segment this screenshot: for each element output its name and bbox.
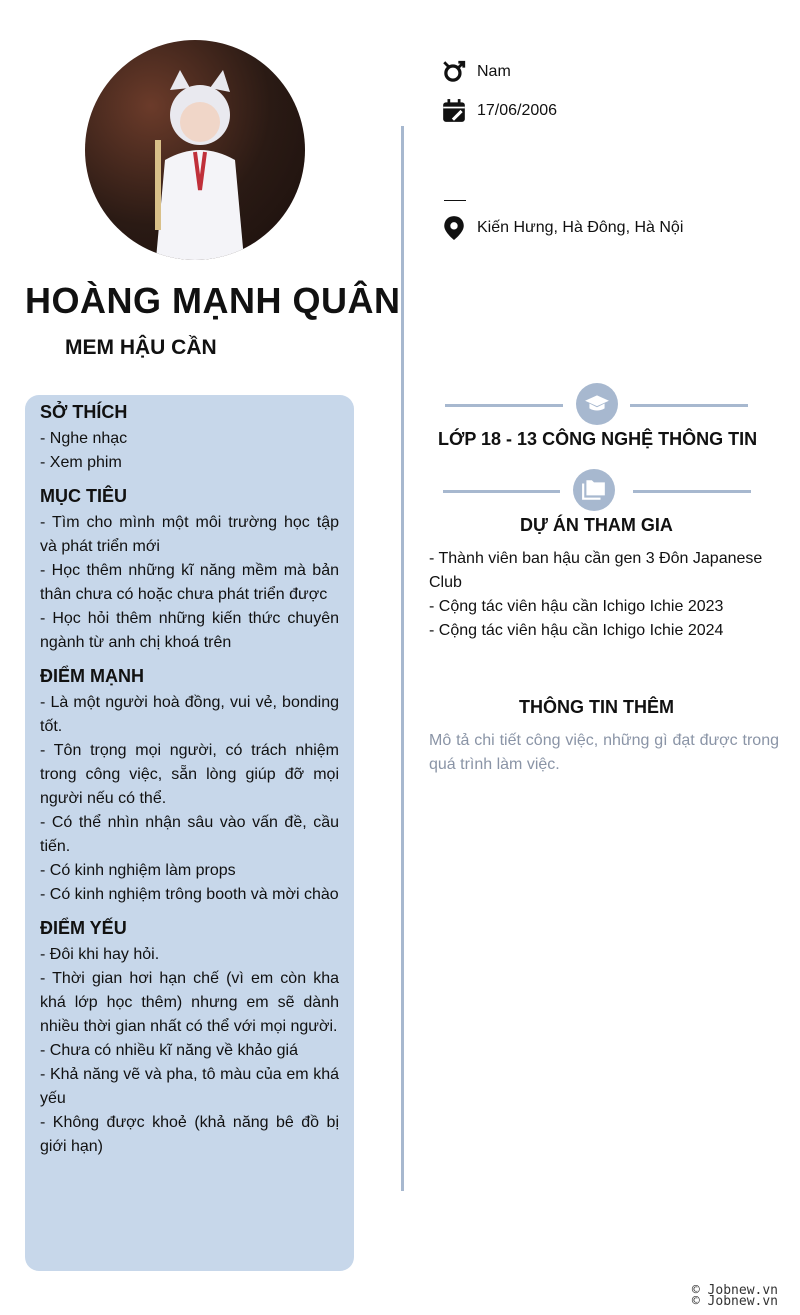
gender-value: Nam (477, 63, 511, 80)
job-title: MEM HẬU CẦN (65, 336, 217, 359)
list-item: - Có thể nhìn nhận sâu vào vấn đề, cầu tiến. (40, 814, 339, 855)
location-pin-icon (441, 215, 467, 241)
watermark: © Jobnew.vn (691, 1283, 778, 1298)
list-item: - Có kinh nghiệm trông booth và mời chào (40, 886, 339, 903)
folders-icon (581, 477, 607, 503)
list-item: - Đôi khi hay hỏi. (40, 946, 160, 963)
list-item: - Cộng tác viên hậu cần Ichigo Ichie 2023 (429, 598, 724, 615)
dob-row (441, 98, 557, 124)
list-item: - Là một người hoà đồng, vui vẻ, bonding tốt. (40, 694, 339, 735)
gender-row (441, 59, 511, 85)
goals-section (40, 485, 339, 655)
watermark: © Jobnew.vn (691, 1294, 778, 1309)
list-item: - Chưa có nhiều kĩ năng về khảo giá (40, 1042, 298, 1059)
weaknesses-title: ĐIỂM YẾU (40, 918, 127, 938)
projects-line-left (443, 490, 560, 493)
more-info-title: THÔNG TIN THÊM (519, 697, 674, 717)
list-item: - Học hỏi thêm những kiến thức chuyên ngành từ anh chị khoá trên (40, 610, 339, 651)
address-value: Kiến Hưng, Hà Đông, Hà Nội (477, 219, 684, 236)
calendar-icon (441, 98, 467, 124)
strengths-section (40, 665, 339, 907)
profile-photo (85, 40, 305, 260)
list-item: - Tôn trọng mọi người, có trách nhiệm trong công việc, sẵn lòng giúp đỡ mọi người nếu có thể. (40, 742, 339, 807)
list-item: - Có kinh nghiệm làm props (40, 862, 236, 879)
projects-title: DỰ ÁN THAM GIA (520, 515, 673, 535)
full-name: HOÀNG MẠNH QUÂN (25, 280, 401, 321)
list-item: - Thời gian hơi hạn chế (vì em còn kha khá lớp học thêm) nhưng em sẽ dành nhiều thời gian nhất có thể với mọi người. (40, 970, 339, 1035)
list-item: - Học thêm những kĩ năng mềm mà bản thân chưa có hoặc chưa phát triển được (40, 562, 339, 603)
list-item: - Nghe nhạc (40, 430, 128, 447)
list-item: - Khả năng vẽ và pha, tô màu của em khá yếu (40, 1066, 339, 1107)
education-line-right (630, 404, 748, 407)
address-row (441, 215, 683, 241)
strengths-title: ĐIỂM MẠNH (40, 666, 144, 686)
cosplayer-figure (155, 70, 245, 260)
projects-badge (573, 469, 615, 511)
education-badge (576, 383, 618, 425)
list-item: - Cộng tác viên hậu cần Ichigo Ichie 2024 (429, 622, 724, 639)
list-item: - Tìm cho mình một môi trường học tập và phát triển mới (40, 514, 339, 555)
contact-separator (444, 200, 466, 201)
list-item: - Xem phim (40, 454, 122, 471)
dob-value: 17/06/2006 (477, 102, 558, 119)
gender-icon (441, 59, 467, 85)
hobbies-section (40, 401, 339, 475)
goals-title: MỤC TIÊU (40, 486, 127, 506)
list-item: - Không được khoẻ (khả năng bê đồ bị giới hạn) (40, 1114, 339, 1155)
weaknesses-section (40, 917, 339, 1159)
education-line-left (445, 404, 563, 407)
more-info-text: Mô tả chi tiết công việc, những gì đạt được trong quá trình làm việc. (429, 732, 779, 773)
vertical-divider (401, 126, 404, 1191)
hobbies-title: SỞ THÍCH (40, 402, 128, 422)
left-panel (25, 395, 354, 1271)
graduation-cap-icon (584, 391, 610, 417)
list-item: - Thành viên ban hậu cần gen 3 Đôn Japanese Club (429, 550, 763, 591)
projects-list (429, 547, 784, 643)
projects-line-right (633, 490, 751, 493)
education-title: LỚP 18 - 13 CÔNG NGHỆ THÔNG TIN (438, 429, 758, 449)
